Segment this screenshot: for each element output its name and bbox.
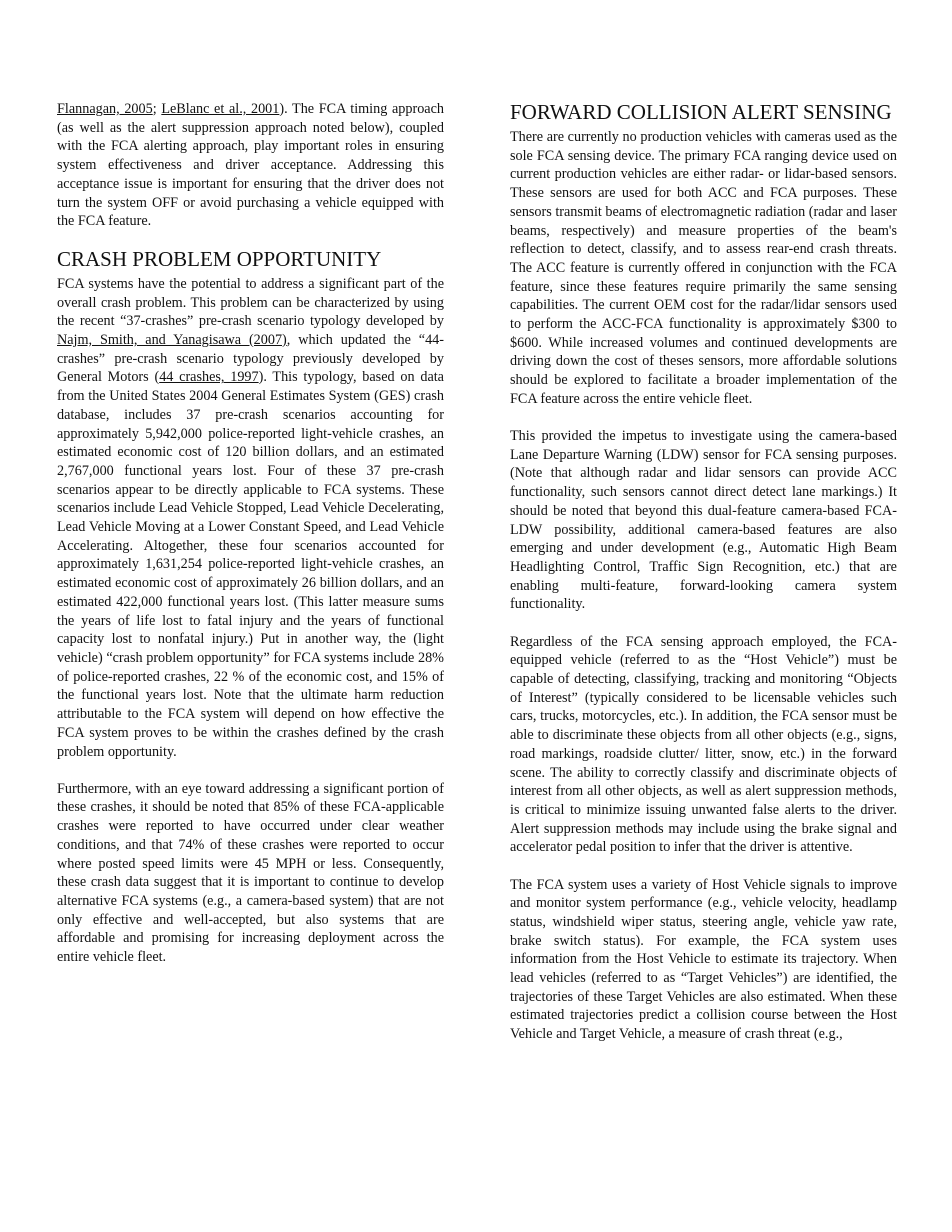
left-column [57,100,444,967]
right-paragraph-3: Regardless of the FCA sensing approach employed, the FCA-equipped vehicle (referred to as the “Host Vehicle”) must be capable of detecting, classifying, tracking and monitoring “Objects of Interest” (typically considered to be licensable vehicles such cars, trucks, motorcycles, etc.). In addition, the FCA sensor must be able to discriminate these objects from all other objects (e.g., signs, road markings, roadside clutter/ litter, snow, etc.) in the forward scene. The ability to correctly classify and discriminate objects of interest from all other objects, as well as alert suppression methods, is critical to minimize issuing unwanted false alerts to the driver. Alert suppression methods may include using the brake signal and accelerator pedal position to infer that the driver is attentive. [510,633,897,856]
left-paragraph-1 [57,100,444,231]
citation-separator: ; [152,101,162,117]
left-paragraph-2-text-a: FCA systems have the potential to address a significant part of the overall crash problem. This problem can be characterized by using the recent “37-crashes” pre-crash scenario typology developed by [57,275,444,330]
citation-najm-link[interactable]: Najm, Smith, and Yanagisawa (2007) [57,332,287,349]
right-paragraph-4: The FCA system uses a variety of Host Vehicle signals to improve and monitor system performance (e.g., vehicle velocity, headlamp status, windshield wiper status, steering angle, vehicle yaw rate, brake switch status). For example, the FCA system uses information from the Host Vehicle to estimate its trajectory. When lead vehicles (referred to as “Target Vehicles”) are identified, the trajectories of these Target Vehicles are also estimated. When these estimated trajectories predict a collision course between the Host Vehicle and Target Vehicle, a measure of crash threat (e.g., [510,876,897,1043]
citation-leblanc-link[interactable]: LeBlanc et al., 2001 [161,101,280,117]
right-column [510,100,897,1044]
left-paragraph-2 [57,275,444,761]
citation-44-crashes-link[interactable]: 44 crashes, 1997 [159,369,259,386]
left-paragraph-1-text: ). The FCA timing approach (as well as the alert suppression approach noted below), coupled with the FCA alerting approach, play important roles in ensuring system effectiveness and driver acceptance. Addressing this acceptance issue is important for ensuring that the driver does not turn the system OFF or avoid purchasing a vehicle equipped with the FCA feature. [57,101,444,230]
section-heading-fca-sensing: FORWARD COLLISION ALERT SENSING [510,100,892,124]
section-heading-crash-problem: CRASH PROBLEM OPPORTUNITY [57,246,382,271]
left-paragraph-2-text-c: ). This typology, based on data from the United States 2004 General Estimates System (GES) crash database, includes 37 pre-crash scenarios accounting for approximately 5,942,000 police-reported light-vehicle crashes, an estimated economic cost of 120 billion dollars, and an estimated 2,767,000 functional years lost. Four of these 37 pre-crash scenarios appear to be directly applicable to FCA systems. These scenarios include Lead Vehicle Stopped, Lead Vehicle Decelerating, Lead Vehicle Moving at a Lower Constant Speed, and Lead Vehicle Accelerating. Altogether, these four scenarios accounted for approximately 1,631,254 police-reported light-vehicle crashes, an estimated economic cost of approximately 26 billion dollars, and an estimated 422,000 functional years lost. (This latter measure sums the years of life lost to fatal injury and the years of functional capacity lost to nonfatal injury.) Put in another way, the (light vehicle) “crash problem opportunity” for FCA systems include 28% of police-reported crashes, 22 % of the economic cost, and 15% of the functional years lost. Note that the ultimate harm reduction attributable to the FCA system will depend on how effective the FCA system proves to be within the crashes defined by the crash problem opportunity. [57,369,444,760]
left-paragraph-3: Furthermore, with an eye toward addressing a significant portion of these crashes, it should be noted that 85% of these FCA-applicable crashes were reported to have occurred under clear weather conditions, and that 74% of these crashes were reported to occur where posted speed limits were 45 MPH or less. Consequently, these crash data suggest that it is important to continue to develop alternative FCA systems (e.g., a camera-based system) that are not only effective and well-accepted, but also systems that are affordable and promising for increasing deployment across the entire vehicle fleet. [57,780,444,966]
right-paragraph-2: This provided the impetus to investigate using the camera-based Lane Departure Warning (LDW) sensor for FCA sensing purposes. (Note that although radar and lidar sensors can provide ACC functionality, such sensors cannot direct detect lane markings.) It should be noted that beyond this dual-feature camera-based FCA-LDW possibility, additional camera-based features are also emerging and under development (e.g., Automatic High Beam Headlighting Control, Traffic Sign Recognition, etc.) that are enabling multi-feature, forward-looking camera system functionality. [510,428,897,613]
citation-flannagan-link[interactable]: Flannagan, 2005 [57,101,153,117]
left-paragraph-2-text-b: , which updated the “44-crashes” pre-crash scenario typology previously developed by General Motors ( [57,332,444,386]
right-paragraph-1: There are currently no production vehicles with cameras used as the sole FCA sensing device. The primary FCA ranging device used on current production vehicles are either radar- or lidar-based sensors. These sensors are used for both ACC and FCA purposes. These sensors transmit beams of electromagnetic radiation (radar and laser beams, respectively) and measure properties of the beam's reflection to detect, classify, and to assess rear-end crash threats. The ACC feature is currently offered in conjunction with the FCA feature, since these features require primarily the same sensing capabilities. The current OEM cost for the radar/lidar sensors used to perform the ACC-FCA functionality is approximately $300 to $600. While increased volumes and continued developments are driving down the cost of theses sensors, more affordable solutions should be explored to facilitate a broader implementation of the FCA feature across the entire vehicle fleet. [510,129,897,407]
